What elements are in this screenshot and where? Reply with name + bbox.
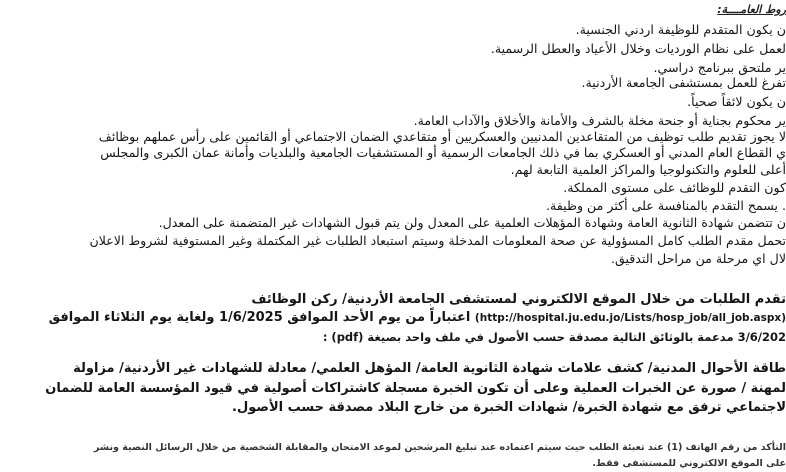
condition-line: كون التقدم للوظائف على مستوى المملكة. [563,180,786,195]
apply-dates-text: اعتباراً من يوم الأحد الموافق 1/6/2025 ولغاية يوم الثلاثاء الموافق [48,310,471,325]
condition-line: ن تتضمن شهادة الثانوية العامة وشهادة المؤهلات العلمية على المعدل ولن يتم قبول الشهادات غير المتضمنة على المعدل. [158,215,786,230]
condition-line: . يسمح التقدم بالمنافسة على أكثر من وظيفة. [546,198,786,213]
condition-line: أعلى للعلوم والتكنولوجيا والمراكز العلمية التابعة لهم. [510,162,786,177]
note-line: على الموقع الالكتروني للمستشفى فقط. [592,458,786,469]
condition-line: لا يجوز تقديم طلب توظيف من المتقاعدين المدنيين والعسكريين أو متقاعدي الضمان الاجتماعي أو القائمين على رأس عملهم بوظائف [98,129,786,144]
condition-line: ي القطاع العام المدني أو العسكري بما في ذلك الجامعات الرسمية أو المستشفيات الجامعية والبلديات وأمانة عمان الكبرى والمجلس [100,145,786,160]
required-document-line: طاقة الأحوال المدنية/ كشف علامات شهادة الثانوية العامة/ المؤهل العلمي/ معادلة للشهادات غير الأردنية/ مزاولة [73,361,786,376]
condition-line: ير محكوم بجناية أو جنحة مخلة بالشرف والأمانة والأخلاق والآداب العامة. [413,113,786,128]
condition-line: تحمل مقدم الطلب كامل المسؤولية عن صحة المعلومات المدخلة وسيتم استبعاد الطلبات غير المكتملة وغير المستوفية لشروط الاعلان [89,233,786,248]
condition-line: ن يكون لائقاً صحياً. [687,94,786,109]
required-document-line: لمهنة / صورة عن الخبرات العملية وعلى أن تكون الخبرة مسجلة كاشتراكات أصولية في قيود المؤسسة العامة للضمان [45,381,786,396]
condition-line: ير ملتحق ببرنامج دراسي. [653,60,786,75]
condition-line: لال اي مرحلة من مراحل التدقيق. [610,251,786,266]
apply-url[interactable]: (http://hospital.ju.edu.jo/Lists/hosp_job/all_job.aspx) [474,312,786,324]
condition-line: ن يكون المتقدم للوظيفة اردني الجنسية. [575,22,786,37]
conditions-heading: روط العامــــة: [717,3,786,16]
condition-line: لعمل على نظام الورديات وخلال الأعياد والعطل الرسمية. [490,41,786,56]
required-document-line: لاجتماعي ترفق مع شهادة الخبرة/ شهادات الخبرة من خارج البلاد مصدقة حسب الأصول. [232,400,786,415]
condition-line: تفرغ للعمل بمستشفى الجامعة الأردنية. [581,75,786,90]
apply-dates [49,310,786,326]
apply-documents-intro: 3/6/202 مدعمة بالوثائق التالية مصدقة حسب الأصول في ملف واحد بصيغة (pdf) : [322,330,786,344]
apply-instructions: تقدم الطلبات من خلال الموقع الالكتروني لمستشفى الجامعة الأردنية/ ركن الوظائف [251,292,786,307]
note-line: التأكد من رقم الهاتف (1) عند تعبئة الطلب حيث سيتم اعتماده عند تبليغ المرشحين لموعد الامتحان والمقابلة الشخصية من خلال الرسائل النصية ونشر [93,442,786,453]
